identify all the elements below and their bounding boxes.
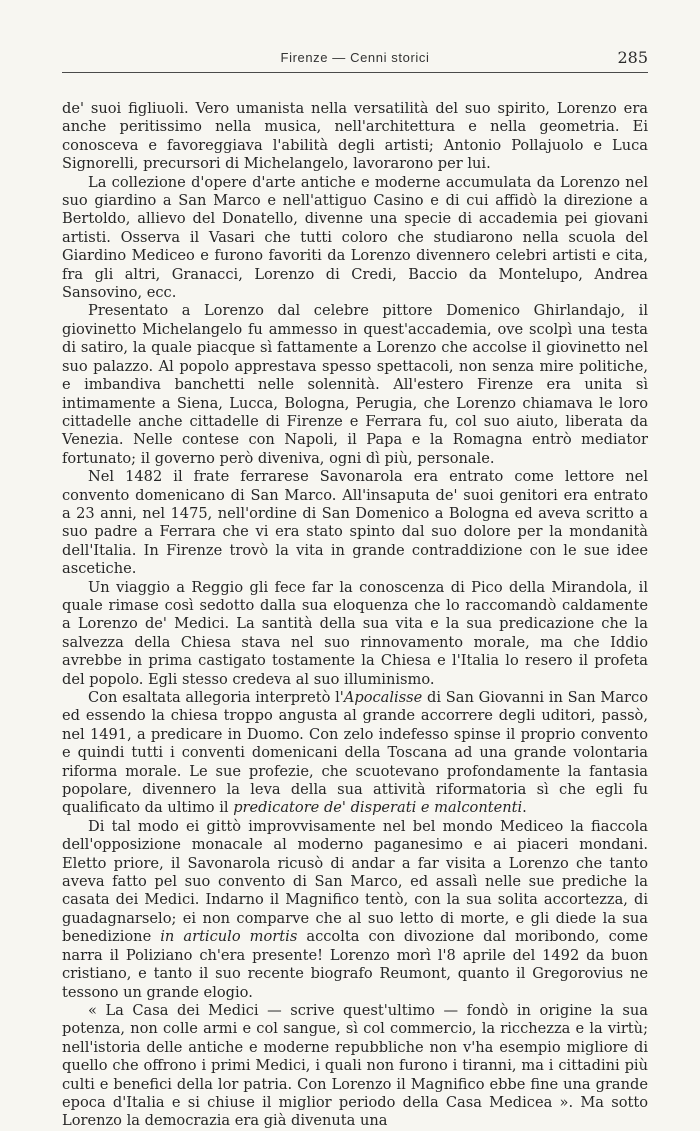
body-text: [62, 100, 648, 1131]
text-run: de' suoi figliuoli. Vero umanista nella versatilità del suo spirito, Lorenzo era anche peritissimo nella musica, nell'architettura e nella geometria. Ei conosceva e favoreggiava l'abilità degli artisti; Antonio Pollajuolo e Luca Signorelli, precursori di Michelangelo, lavorarono per lui.: [62, 100, 648, 173]
text-run: Con esaltata allegoria interpretò l': [88, 689, 344, 706]
paragraph: [62, 1002, 648, 1131]
text-run: « La Casa dei Medici — scrive quest'ultimo — fondò in origine la sua potenza, non colle armi e col sangue, sì col commercio, la ricchezza e la virtù; nell'istoria delle antiche e moderne repubbliche non v'ha esempio migliore di quello che offrono i primi Medici, i quali non furono i tiranni, ma i cittadini più culti e benefici della lor patria. Con Lorenzo il Magnifico ebbe fine una grande epoca d'Italia e si chiuse il miglior periodo della Casa Medicea ». Ma sotto Lorenzo la democrazia era già divenuta una: [62, 1001, 648, 1130]
text-run: Presentato a Lorenzo dal celebre pittore Domenico Ghirlandajo, il giovinetto Michelangelo fu ammesso in quest'accademia, ove scolpì una testa di satiro, la quale piacque sì fattamente a Lorenzo che accolse il giovinetto nel suo palazzo. Al popolo apprestava spesso spettacoli, non senza mire politiche, e imbandiva banchetti nelle solennità. All'estero Firenze era unita sì intimamente a Siena, Lucca, Bologna, Perugia, che Lorenzo chiamava le loro cittadelle anche cittadelle di Firenze e Ferrara fu, col suo aiuto, liberata da Venezia. Nelle contese con Napoli, il Papa e la Romagna entrò mediator fortunato; il governo però diveniva, ogni dì più, personale.: [62, 302, 648, 467]
paragraph: [62, 579, 648, 689]
paragraph: [62, 302, 648, 468]
italic-title-apocalisse: Apocalisse: [343, 689, 423, 706]
paragraph: [62, 468, 648, 578]
text-run: Di tal modo ei gittò improvvisamente nel bel mondo Mediceo la fiaccola dell'opposizione monacale al moderno paganesimo e ai piaceri mondani. Eletto priore, il Savonarola ricusò di andar a far visita a Lorenzo che tanto aveva fatto pel suo convento di San Marco, ed assalì nelle sue prediche la casata dei Medici. Indarno il Magnifico tentò, con la sua solita accortezza, di guadagnarselo; ei non comparve che al suo letto di morte, e gli diede la sua benedizione: [62, 817, 648, 946]
page-number: 285: [617, 48, 648, 67]
paragraph: [62, 174, 648, 303]
running-title: Firenze — Cenni storici: [280, 50, 430, 65]
text-run: Un viaggio a Reggio gli fece far la conoscenza di Pico della Mirandola, il quale rimase così sedotto dalla sua eloquenza che lo raccomandò caldamente a Lorenzo de' Medici. La santità della sua vita e la sua predicazione che la salvezza della Chiesa stava nel suo rinnovamento morale, ma che Iddio avrebbe in prima castigato tostamente la Chiesa e l'Italia lo resero il profeta del popolo. Egli stesso credeva al suo illuminismo.: [62, 578, 648, 688]
text-run: di San Giovanni in San Marco ed essendo la chiesa troppo angusta al grande accorrere degli uditori, passò, nel 1491, a predicare in Duomo. Con zelo indefesso spinse il proprio convento e quindi tutti i conventi domenicani della Toscana ad una grande volontaria riforma morale. Le sue profezie, che scuotevano profondamente la fantasia popolare, divennero la leva della sua attività riformatoria sì che egli fu qualificato da ultimo il: [62, 689, 648, 817]
paragraph: [62, 100, 648, 174]
paragraph: [62, 689, 648, 818]
text-run: La collezione d'opere d'arte antiche e moderne accumulata da Lorenzo nel suo giardino a San Marco e nell'attiguo Casino e di cui affidò la direzione a Bertoldo, allievo del Donatello, divenne una specie di accademia pei giovani artisti. Osserva il Vasari che tutti coloro che studiarono nella scuola del Giardino Mediceo e furono favoriti da Lorenzo divennero celebri artisti e cita, fra gli altri, Granacci, Lorenzo di Credi, Baccio da Montelupo, Andrea Sansovino, ecc.: [62, 173, 648, 302]
text-run: accolta con divozione dal moribondo, come narra il Poliziano ch'era presente! Lorenzo morì l'8 aprile del 1492 da buon cristiano, e tanto il suo recente biografo Reumont, quanto il Gregorovius ne tessono un grande elogio.: [62, 928, 649, 1001]
page-header: [62, 48, 648, 73]
paragraph: [62, 818, 648, 1002]
text-run: Nel 1482 il frate ferrarese Savonarola era entrato come lettore nel convento domenicano di San Marco. All'insaputa de' suoi genitori era entrato a 23 anni, nel 1475, nell'ordine di San Domenico a Bologna ed aveva scritto a suo padre a Ferrara che vi era stato spinto dal suo dolore per la mondanità dell'Italia. In Firenze trovò la vita in grande contraddizione con le sue idee ascetiche.: [62, 468, 648, 578]
italic-latin-phrase: in articulo mortis: [160, 928, 298, 946]
text-run: .: [522, 799, 527, 817]
italic-phrase: predicatore de' disperati e malcontenti: [233, 799, 523, 817]
